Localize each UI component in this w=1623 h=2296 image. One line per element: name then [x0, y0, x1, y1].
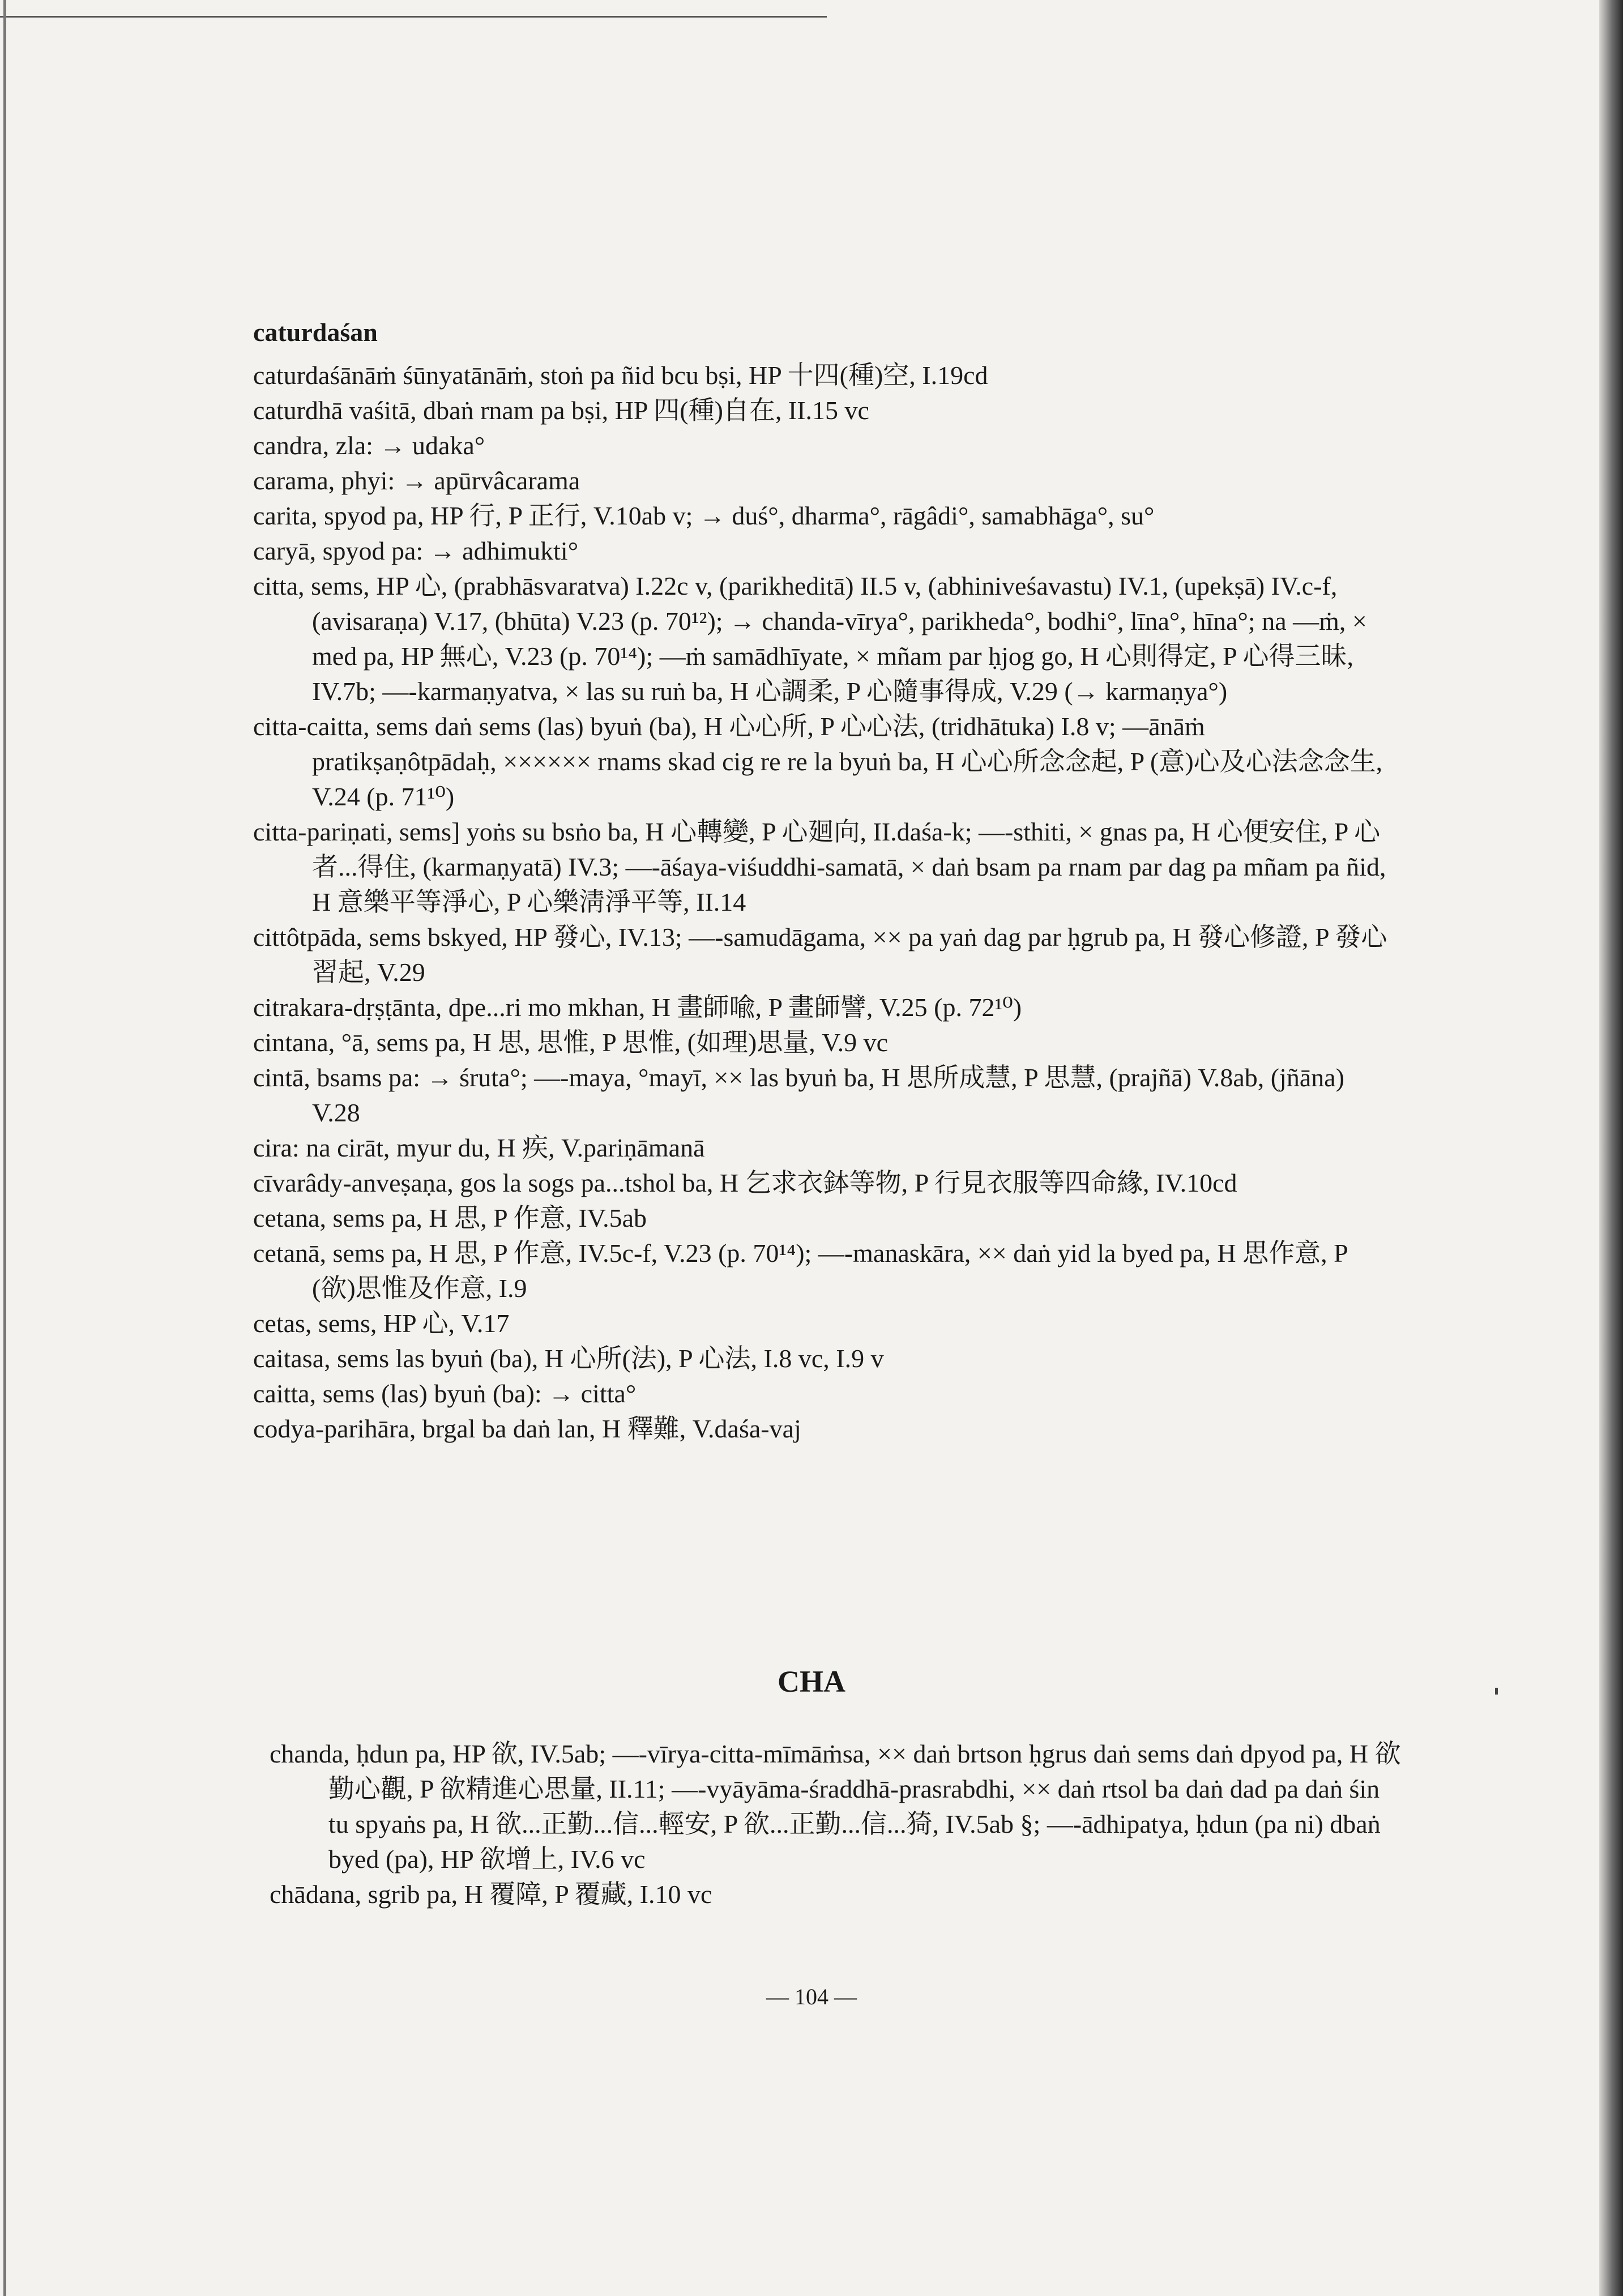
- entry-carita: carita, spyod pa, HP 行, P 正行, V.10ab v; → duś°, dharma°, rāgâdi°, samabhāga°, su°: [253, 501, 1155, 530]
- entry-cinta: cintā, bsams pa: → śruta°; —-maya, °mayī, ×× las byuṅ ba, H 思所成慧, P 思慧, (prajñā) V.8ab, (jñāna) V.28: [253, 1063, 1345, 1127]
- section-entry-list: [270, 1736, 1402, 1912]
- entry-caturdasanam: caturdaśānāṁ śūnyatānāṁ, stoṅ pa ñid bcu bṣi, HP 十四(種)空, I.19cd: [253, 361, 988, 390]
- scan-top-edge: [0, 16, 827, 18]
- entry-list: [253, 358, 1391, 1446]
- entry-cittotpada: cittôtpāda, sems bskyed, HP 發心, IV.13; —-samudāgama, ×× pa yaṅ dag par ḥgrub pa, H 發心修證, P 發心習起, V.29: [253, 923, 1387, 987]
- scan-right-edge: [1599, 0, 1623, 2296]
- scan-speck: [1495, 1688, 1498, 1695]
- entry-civaradi: cīvarâdy-anveṣaṇa, gos la sogs pa...tshol ba, H 乞求衣鉢等物, P 行見衣服等四命緣, IV.10cd: [253, 1168, 1237, 1197]
- entry-chadana: chādana, sgrib pa, H 覆障, P 覆藏, I.10 vc: [270, 1880, 712, 1909]
- entry-caitta: caitta, sems (las) byuṅ (ba): → citta°: [253, 1379, 637, 1408]
- entry-caitasa: caitasa, sems las byuṅ (ba), H 心所(法), P 心法, I.8 vc, I.9 v: [253, 1344, 884, 1373]
- entry-candra: candra, zla: → udaka°: [253, 431, 485, 460]
- entry-citta-parinati: citta-pariṇati, sems] yoṅs su bsṅo ba, H 心轉變, P 心廻向, II.daśa-k; —-sthiti, × gnas pa, H 心便安住, P 心者...得住, (karmaṇyatā) IV.3; —-āśaya-viśuddhi-samatā, × daṅ bsam pa rnam par dag pa mñam pa ñid, H 意樂平等淨心, P 心樂淸淨平等, II.14: [253, 817, 1386, 916]
- section-heading-cha: CHA: [778, 1665, 845, 1698]
- entry-carya: caryā, spyod pa: → adhimukti°: [253, 536, 579, 565]
- entry-citta: citta, sems, HP 心, (prabhāsvaratva) I.22c v, (parikheditā) II.5 v, (abhiniveśavastu) IV.1, (upekṣā) IV.c-f, (avisaraṇa) V.17, (bhūta) V.23 (p. 70¹²); → chanda-vīrya°, parikheda°, bodhi°, līna°, hīna°; na —ṁ, × med pa, HP 無心, V.23 (p. 70¹⁴); —ṁ samādhīyate, × mñam par ḥjog go, H 心則得定, P 心得三昧, IV.7b; —-karmaṇyatva, × las su ruṅ ba, H 心調柔, P 心隨事得成, V.29 (→ karmaṇya°): [253, 571, 1367, 706]
- entry-caturdha: caturdhā vaśitā, dbaṅ rnam pa bṣi, HP 四(種)自在, II.15 vc: [253, 396, 869, 425]
- entry-carama: carama, phyi: → apūrvâcarama: [253, 466, 580, 495]
- page-number: — 104 —: [766, 1984, 857, 2009]
- entry-citrakara: citrakara-dṛṣṭānta, dpe...ri mo mkhan, H 畫師喩, P 畫師譬, V.25 (p. 72¹⁰): [253, 993, 1022, 1022]
- entry-cira: cira: na cirāt, myur du, H 疾, V.pariṇāmanā: [253, 1133, 705, 1162]
- entry-codya-parihara: codya-parihāra, brgal ba daṅ lan, H 釋難, V.daśa-vaj: [253, 1414, 801, 1443]
- entry-cetana-2: cetanā, sems pa, H 思, P 作意, IV.5c-f, V.23 (p. 70¹⁴); —-manaskāra, ×× daṅ yid la byed pa, H 思作意, P (欲)思惟及作意, I.9: [253, 1239, 1348, 1303]
- running-header: caturdaśan: [253, 318, 378, 347]
- entry-citta-caitta: citta-caitta, sems daṅ sems (las) byuṅ (ba), H 心心所, P 心心法, (tridhātuka) I.8 v; —ānāṁ pratikṣaṇôtpādaḥ, ×××××× rnams skad cig re re la byuṅ ba, H 心心所念念起, P (意)心及心法念念生, V.24 (p. 71¹⁰): [253, 712, 1383, 811]
- entry-cintana: cintana, °ā, sems pa, H 思, 思惟, P 思惟, (如理)思量, V.9 vc: [253, 1028, 888, 1057]
- entry-chanda: chanda, ḥdun pa, HP 欲, IV.5ab; —-vīrya-citta-mīmāṁsa, ×× daṅ brtson ḥgrus daṅ sems daṅ dpyod pa, H 欲勤心觀, P 欲精進心思量, II.11; —-vyāyāma-śraddhā-prasrabdhi, ×× daṅ rtsol ba daṅ dad pa daṅ śin tu spyaṅs pa, H 欲...正勤...信...輕安, P 欲...正勤...信...猗, IV.5ab §; —-ādhipatya, ḥdun (pa ni) dbaṅ byed (pa), HP 欲增上, IV.6 vc: [270, 1739, 1401, 1873]
- entry-cetas: cetas, sems, HP 心, V.17: [253, 1309, 510, 1338]
- scan-left-edge: [3, 0, 6, 2296]
- entry-cetana-1: cetana, sems pa, H 思, P 作意, IV.5ab: [253, 1204, 647, 1232]
